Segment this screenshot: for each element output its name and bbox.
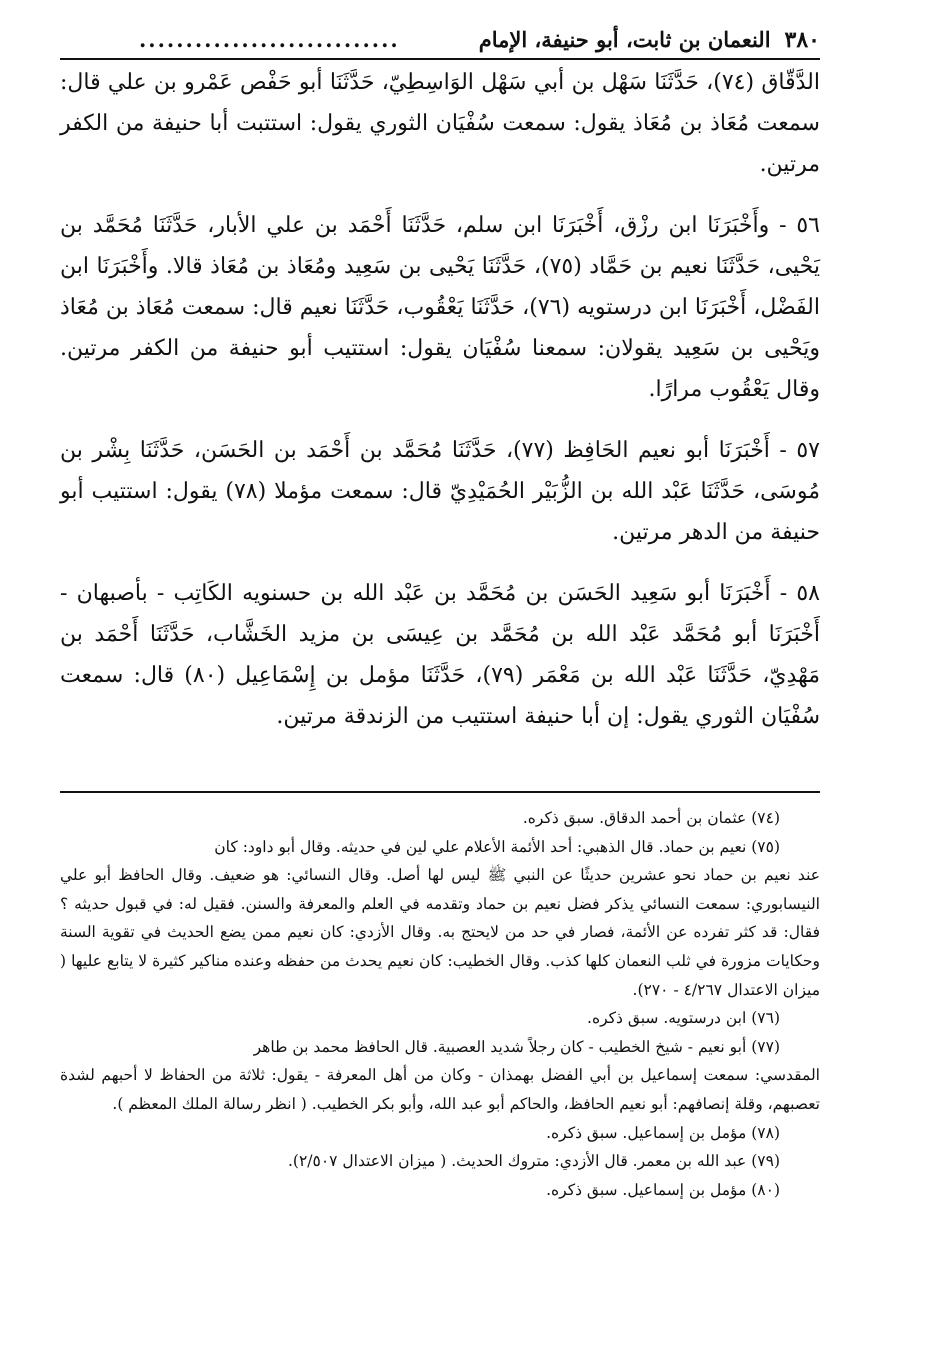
footnote-77-body: المقدسي: سمعت إسماعيل بن أبي الفضل بهمذان - وكان من أهل المعرفة - يقول: ثلاثة من الحفاظ لا أحبهم لشدة تعصبهم، وقلة إنصافهم: أبو نعيم الحافظ، والحاكم أبو عبد الله، وأبو بكر الخطيب. ( انظر رسالة الملك المعظم ). xyxy=(60,1066,820,1113)
header-dots: ............................ xyxy=(138,27,400,52)
footnotes xyxy=(60,804,820,1204)
running-header xyxy=(60,26,820,60)
paragraph-57: ٥٧ - أَخْبَرَنَا أبو نعيم الحَافِظ (٧٧)، حَدَّثَنَا مُحَمَّد بن أَحْمَد بن الحَسَن، حَدَّثَنَا بِشْر بن مُوسَى، حَدَّثَنَا عَبْد الله بن الزُّبَيْر الحُمَيْدِيّ قال: سمعت مؤملا (٧٨) يقول: استتيب أبو حنيفة من الدهر مرتين. xyxy=(60,438,821,545)
footnote-78: (٧٨) مؤمل بن إسماعيل. سبق ذكره. xyxy=(546,1123,780,1142)
footnote-79: (٧٩) عبد الله بن معمر. قال الأزدي: متروك الحديث. ( ميزان الاعتدال ٢/٥٠٧). xyxy=(287,1152,780,1171)
footnote-separator xyxy=(60,791,820,793)
page-number: ٣٨٠ xyxy=(784,27,820,53)
running-title: النعمان بن ثابت، أبو حنيفة، الإمام xyxy=(478,27,771,52)
paragraph-58: ٥٨ - أَخْبَرَنَا أبو سَعِيد الحَسَن بن مُحَمَّد بن عَبْد الله بن حسنويه الكَاتِب - بأصبهان - أَخْبَرَنَا أبو مُحَمَّد عَبْد الله بن مُحَمَّد بن عِيسَى بن مزيد الخَشَّاب، حَدَّثَنَا أَحْمَد بن مَهْدِيّ، حَدَّثَنَا عَبْد الله بن مَعْمَر (٧٩)، حَدَّثَنَا مؤمل بن إِسْمَاعِيل (٨٠) قال: سمعت سُفْيَان الثوري يقول: إن أبا حنيفة استتيب من الزندقة مرتين. xyxy=(60,581,820,729)
footnote-80: (٨٠) مؤمل بن إسماعيل. سبق ذكره. xyxy=(546,1180,780,1199)
footnote-74: (٧٤) عثمان بن أحمد الدقاق. سبق ذكره. xyxy=(522,809,780,827)
footnote-77-first-line: (٧٧) أبو نعيم - شيخ الخطيب - كان رجلاً شديد العصبية. قال الحافظ محمد بن طاهر xyxy=(253,1037,780,1056)
footnote-76: (٧٦) ابن درستويه. سبق ذكره. xyxy=(587,1009,780,1028)
page xyxy=(60,26,820,757)
main-text xyxy=(60,62,820,737)
paragraph-continuation: الدَّقّاق (٧٤)، حَدَّثَنَا سَهْل بن أبي سَهْل الوَاسِطِيّ، حَدَّثَنَا أبو حَفْص عَمْرو بن علي قال: سمعت مُعَاذ بن مُعَاذ يقول: سمعت سُفْيَان الثوري يقول: استتبت أبا حنيفة من الكفر مرتين. xyxy=(60,70,820,177)
footnote-75-first-line: (٧٥) نعيم بن حماد. قال الذهبي: أحد الأئمة الأعلام علي لين في حديثه. وقال أبو داود: كان xyxy=(214,837,780,856)
footnote-75-body: عند نعيم بن حماد نحو عشرين حديثًا عن النبي ﷺ ليس لها أصل. وقال النسائي: هو ضعيف. وقال الحافظ أبو علي النيسابوري: سمعت النسائي يذكر فضل نعيم بن حماد وتقدمه في العلم والمعرفة والسنن. فقيل له: في قبول حديثه ؟ فقال: قد كثر تفرده عن الأئمة، فصار في حد من لايحتج به. وقال الأزدي: كان نعيم ممن يضع الحديث في تقوية السنة وحكايات مزورة في ثلب النعمان كلها كذب. وقال الخطيب: كان نعيم يحدث من حفظه وعنده مناكير كثيرة لا يتابع عليها ( ميزان الاعتدال ٤/٢٦٧ - ٢٧٠). xyxy=(60,866,820,999)
paragraph-56: ٥٦ - وأَخْبَرَنَا ابن رزْق، أَخْبَرَنَا ابن سلم، حَدَّثَنَا أَحْمَد بن علي الأبار، حَدَّثَنَا مُحَمَّد بن يَحْيى، حَدَّثَنَا نعيم بن حَمَّاد (٧٥)، حَدَّثَنَا يَحْيى بن سَعِيد ومُعَاذ بن مُعَاذ قالا. وأَخْبَرَنَا ابن الفَضْل، أَخْبَرَنَا ابن درستويه (٧٦)، حَدَّثَنَا يَعْقُوب، حَدَّثَنَا نعيم قال: سمعت مُعَاذ بن مُعَاذ ويَحْيى بن سَعِيد يقولان: سمعنا سُفْيَان يقول: استتيب أبو حنيفة من الكفر مرتين. وقال يَعْقُوب مرارًا. xyxy=(60,213,820,402)
